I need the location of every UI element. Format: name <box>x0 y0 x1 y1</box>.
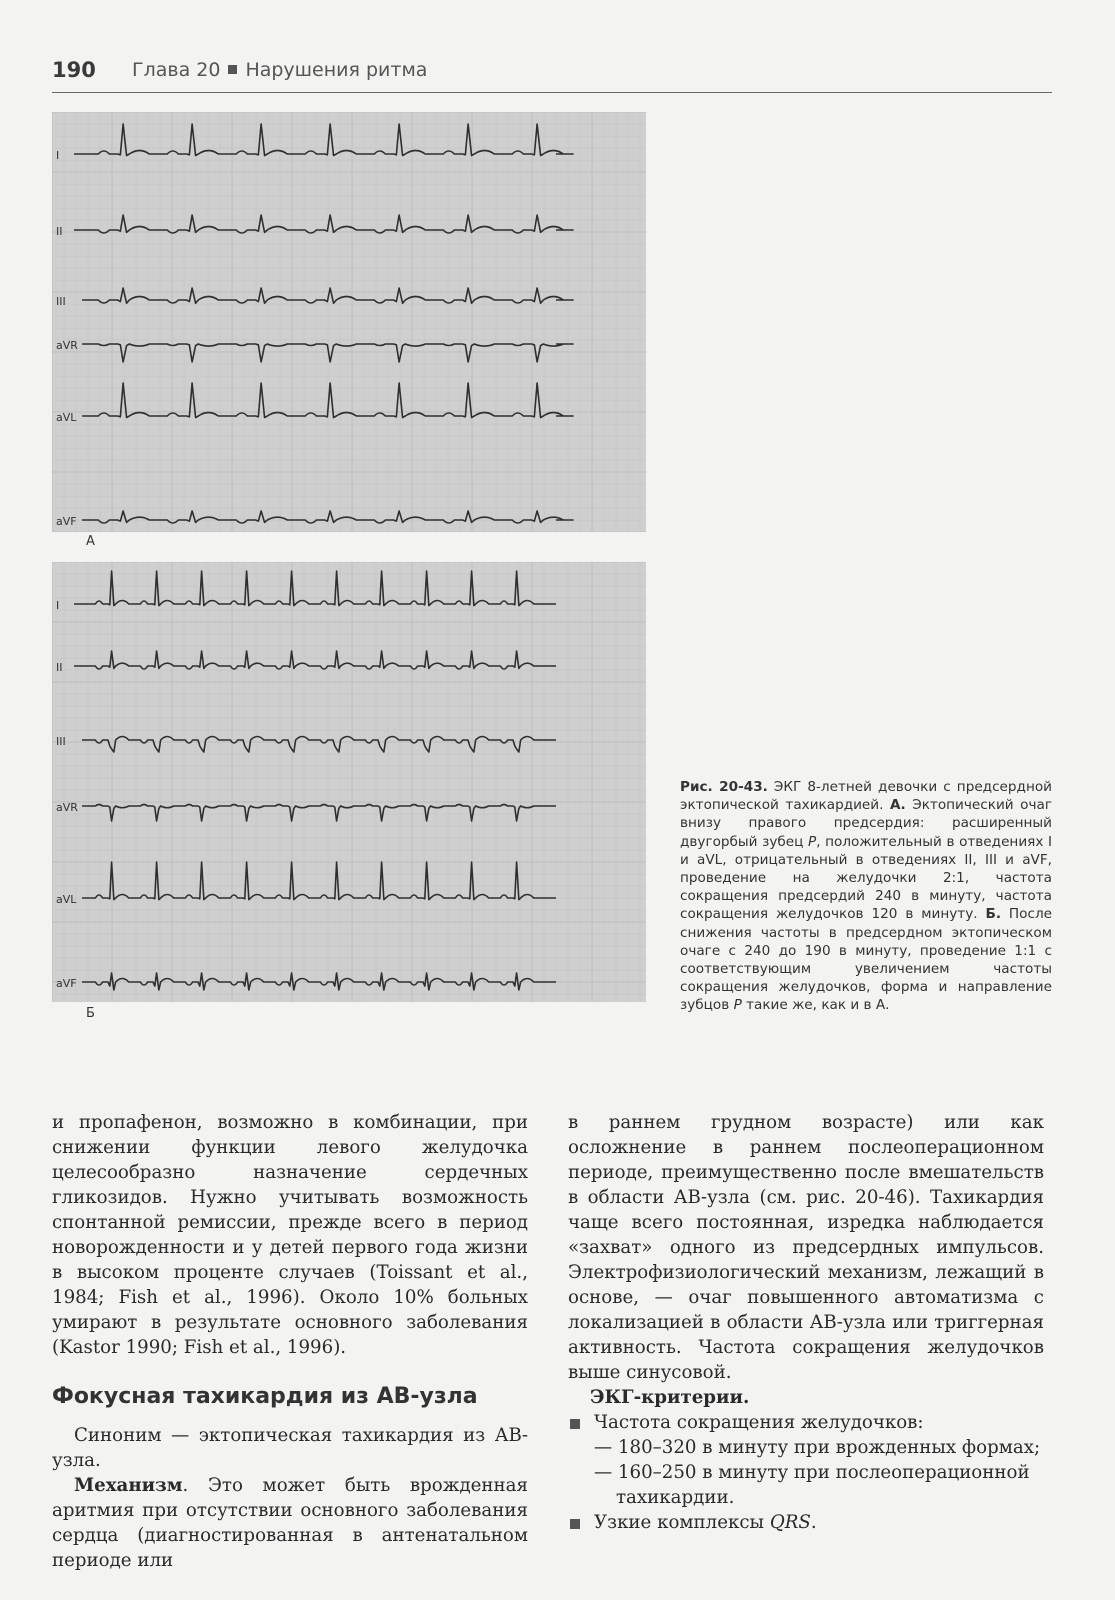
dash-postoperative: — 160–250 в минуту при послеоперационной тахикардии. <box>594 1462 1030 1508</box>
dash-congenital: — 180–320 в минуту при врожденных формах; <box>594 1437 1041 1458</box>
ecg-criteria-heading: ЭКГ-критерии. <box>590 1387 750 1408</box>
caption-text-1: ЭКГ 8-летней девочки с предсердной эктопической тахикардией. <box>680 779 1052 814</box>
ecg-strip-b <box>52 562 646 1002</box>
caption-text-5: такие же, как и в А. <box>741 997 890 1014</box>
caption-fig-label: Рис. 20-43. <box>680 779 768 795</box>
page-number: 190 <box>52 58 96 82</box>
ecg-trace-avr <box>82 344 573 362</box>
caption-a-label: А. <box>890 797 906 814</box>
mechanism-paragraph <box>52 1473 528 1573</box>
qrs-italic: QRS <box>769 1512 811 1533</box>
ecg-trace-i <box>74 124 573 156</box>
ecg-strip-a <box>52 112 646 532</box>
synonym-paragraph: Синоним — эктопическая тахикардия из АВ-узла. <box>52 1425 528 1471</box>
narrow-qrs-end: . <box>810 1512 817 1533</box>
figure-caption <box>680 778 1052 1015</box>
header-rule <box>52 92 1052 93</box>
section-title: Нарушения ритма <box>245 59 428 81</box>
caption-text-2: Эктопический очаг внизу правого предсердия: расширенный двугорбый зубец <box>680 797 1052 850</box>
ecg-panel-a <box>52 112 646 532</box>
caption-text-3: , положительный в отведениях I и aVL, отрицательный в отведениях II, III и aVF, проведение на желудочки 2:1, частота сокращения предсердий 240 в минуту, частота сокращения желудочков 120 в минуту. <box>680 833 1052 923</box>
lead-label-iii: III <box>56 295 66 308</box>
caption-p-wave-1: P <box>807 833 817 850</box>
bullet-narrow-qrs <box>568 1510 1044 1535</box>
lead-label-ii: II <box>56 661 63 674</box>
panel-a-label: А <box>86 534 95 549</box>
ecg-trace-ii <box>74 651 556 669</box>
left-paragraph-1: и пропафенон, возможно в комбинации, при снижении функции левого желудочка целесообразно назначение сердечных гликозидов. Нужно учитывать возможность спонтанной ремиссии, прежде всего в период новорожденности и у детей первого года жизни в высоком проценте случаев (Toissant et al., 1984; Fish et al., 1996). Около 10% больных умирают в результате основного заболевания (Kastor 1990; Fish et al., 1996). <box>52 1112 528 1358</box>
ecg-trace-avf <box>82 511 573 523</box>
mechanism-label: Механизм <box>74 1475 183 1496</box>
lead-label-avr: aVR <box>56 801 78 814</box>
separator-square-icon <box>228 65 237 74</box>
lead-label-i: I <box>56 149 60 162</box>
lead-label-ii: II <box>56 225 63 238</box>
narrow-qrs-text: Узкие комплексы <box>594 1512 770 1533</box>
lead-label-avl: aVL <box>56 893 77 906</box>
running-title <box>132 59 427 81</box>
section-heading: Фокусная тахикардия из АВ-узла <box>52 1384 478 1409</box>
chapter-label: Глава 20 <box>132 59 221 81</box>
lead-label-iii: III <box>56 735 66 748</box>
ecg-trace-i <box>74 571 556 606</box>
ecg-grid <box>52 562 646 1002</box>
left-column <box>52 1110 528 1573</box>
lead-label-avf: aVF <box>56 977 77 990</box>
ecg-grid <box>52 112 646 532</box>
ecg-trace-iii <box>82 288 573 303</box>
caption-p-wave-2: P <box>733 997 742 1014</box>
right-column <box>568 1110 1044 1535</box>
lead-label-avl: aVL <box>56 411 77 424</box>
ecg-trace-iii <box>82 737 556 753</box>
lead-label-avf: aVF <box>56 515 77 528</box>
ecg-panel-b <box>52 562 646 1002</box>
ecg-trace-avl <box>82 862 556 900</box>
lead-label-i: I <box>56 599 60 612</box>
mechanism-text: . Это может быть врожденная аритмия при отсутствии основного заболевания сердца (диагностированная в антенатальном периоде или <box>52 1475 528 1571</box>
panel-b-label: Б <box>86 1006 95 1021</box>
caption-text-4: После снижения частоты в предсердном эктопическом очаге с 240 до 190 в минуту, проведение 1:1 с соответствующим увеличением частоты сокращения желудочков, форма и направление зубцов <box>680 906 1052 1014</box>
ecg-trace-avf <box>82 973 556 990</box>
lead-label-avr: aVR <box>56 339 78 352</box>
ecg-trace-ii <box>74 215 573 233</box>
caption-b-label: Б. <box>985 906 1002 923</box>
right-paragraph-1: в раннем грудном возрасте) или как осложнение в раннем послеоперационном периоде, преимущественно после вмешательств в области АВ-узла (см. рис. 20-46). Тахикардия чаще всего постоянная, изредка наблюдается «захват» одного из предсердных импульсов. Электрофизиологический механизм, лежащий в основе, — очаг повышенного автоматизма с локализацией в области АВ-узла или триггерная активность. Частота сокращения желудочков выше синусовой. <box>568 1112 1044 1383</box>
bullet-ventricular-rate: Частота сокращения желудочков: <box>568 1410 1044 1435</box>
ecg-trace-avr <box>82 805 556 822</box>
